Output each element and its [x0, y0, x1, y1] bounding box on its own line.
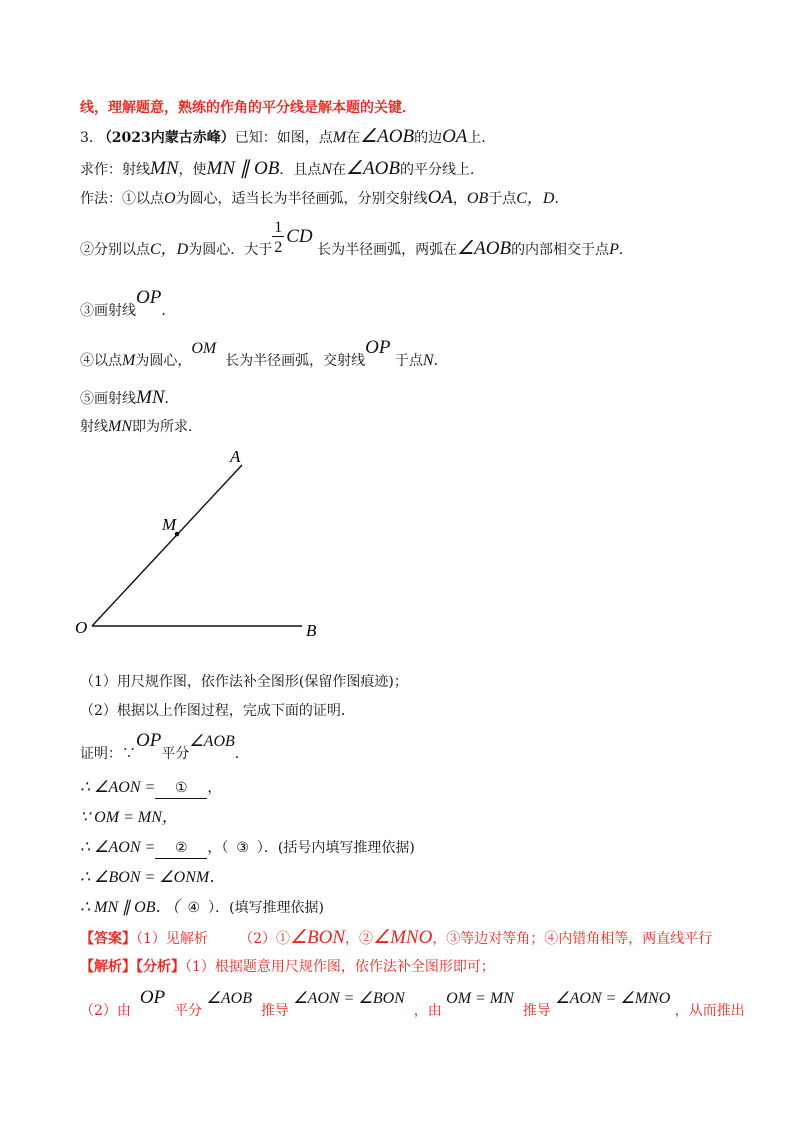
- math: MN: [150, 158, 179, 179]
- result-line: [80, 417, 202, 437]
- math: O: [164, 190, 176, 207]
- text: 平分: [161, 746, 190, 762]
- blank-3[interactable]: ③: [236, 840, 249, 856]
- label-o: O: [75, 618, 88, 637]
- math: C，D: [150, 241, 189, 258]
- text: 的边: [414, 130, 443, 146]
- text: 推导: [522, 1003, 551, 1019]
- text: ，使: [178, 162, 207, 178]
- problem-construct: [80, 159, 484, 180]
- text: ④以点: [80, 353, 122, 369]
- label-a: A: [230, 447, 241, 466]
- text: ，③等边对等角；④内错角相等，两直线平行: [432, 931, 713, 947]
- method-step-2: [80, 219, 633, 260]
- text: ．: [554, 191, 569, 207]
- math: OM = MN: [446, 990, 514, 1007]
- text: 的内部相交于点: [511, 242, 610, 258]
- math: M: [332, 129, 347, 146]
- problem-known: [80, 127, 495, 148]
- text: 为圆心．大于: [188, 242, 273, 258]
- math: OP: [139, 987, 166, 1008]
- text: 上．: [467, 130, 496, 146]
- blank-1[interactable]: ①: [155, 778, 207, 799]
- fraction-half: [272, 219, 286, 258]
- text: 的平分线上．: [399, 162, 484, 178]
- analysis-line-1: [80, 957, 495, 977]
- text: 求作：射线: [80, 162, 150, 178]
- math: OP: [365, 337, 391, 358]
- text: ．: [164, 391, 179, 407]
- method-step-3: [80, 287, 176, 321]
- math: ∴ MN ∥ OB．（: [80, 899, 180, 916]
- text: 作法：①以点: [80, 191, 164, 207]
- text: 长为半径画弧，交射线: [225, 353, 366, 369]
- question-2: （2）根据以上作图过程，完成下面的证明．: [80, 703, 355, 719]
- proof-line-3: [80, 808, 178, 828]
- math: MN ∥ OB: [206, 158, 280, 179]
- math: OP: [136, 287, 162, 308]
- text: 推导: [260, 1003, 289, 1019]
- math: ∠AOB: [360, 126, 415, 147]
- math: CD: [286, 226, 313, 247]
- math: MN: [136, 387, 165, 408]
- text: ⑤画射线: [80, 391, 136, 407]
- analysis-line-2: [80, 987, 745, 1021]
- math: OA: [427, 187, 453, 208]
- text: （2）①: [239, 931, 290, 947]
- math: ∠AOB: [206, 990, 252, 1007]
- text: 平分: [174, 1003, 203, 1019]
- text: ．: [433, 353, 448, 369]
- math: P: [609, 241, 619, 258]
- math: N: [422, 352, 434, 369]
- text: ，（: [207, 840, 229, 856]
- math: N: [321, 161, 332, 178]
- text: （2）由: [80, 1003, 131, 1019]
- math: OP: [136, 730, 162, 751]
- text: ．且点: [279, 162, 322, 178]
- math: ∠AON = ∠MNO: [555, 990, 671, 1007]
- text: ②分别以点: [80, 242, 150, 258]
- text: ③画射线: [80, 303, 136, 319]
- text: 射线: [80, 419, 108, 435]
- math: M: [122, 352, 136, 369]
- text: 即为所求．: [132, 419, 202, 435]
- text: ，: [452, 191, 467, 207]
- math: ∠AOB: [457, 238, 512, 259]
- angle-figure: [70, 440, 350, 645]
- text: （1）见解析: [136, 931, 208, 947]
- proof-line-5: [80, 868, 225, 888]
- math: ∠BON: [290, 927, 346, 948]
- text: 在: [346, 130, 361, 146]
- math: ∠AON = ∠BON: [293, 990, 405, 1007]
- math: C，D: [516, 190, 555, 207]
- answer-line: [80, 928, 712, 949]
- text: ）．(括号内填写推理依据): [256, 840, 415, 856]
- text: ，从而推出: [674, 1003, 745, 1019]
- math: ∠AOB: [189, 733, 235, 750]
- text: 证明：∵: [80, 746, 136, 762]
- math: MN: [108, 418, 132, 435]
- text: 为圆心，: [135, 353, 192, 369]
- proof-line-4: [80, 838, 415, 859]
- math: OA: [442, 126, 468, 147]
- math: ∴ ∠BON = ∠ONM．: [80, 869, 226, 886]
- math: ∴ ∠AON =: [80, 839, 156, 856]
- label-b: B: [306, 621, 317, 640]
- frac-num: 1: [274, 219, 283, 236]
- math: OM: [191, 340, 217, 357]
- text: ，: [207, 780, 222, 796]
- label-m: M: [162, 515, 177, 534]
- text: ．: [161, 303, 176, 319]
- math: ∵ OM = MN，: [80, 809, 178, 826]
- text: 于点: [488, 191, 517, 207]
- blank-2[interactable]: ②: [155, 838, 207, 859]
- proof-line-1: [80, 730, 249, 764]
- answer-label: 【答案】: [80, 931, 136, 947]
- blank-4[interactable]: ④: [187, 900, 201, 916]
- text: 为圆心，适当长为半径画弧，分别交射线: [175, 191, 428, 207]
- math: OB: [466, 190, 489, 207]
- text: 长为半径画弧，两弧在: [317, 242, 458, 258]
- proof-line-2: [80, 778, 221, 799]
- text: ，②: [345, 931, 374, 947]
- question-1: （1）用尺规作图，依作法补全图形(保留作图痕迹)；: [80, 674, 408, 690]
- math: ∠AOB: [346, 158, 400, 179]
- frac-bar: [272, 236, 284, 237]
- intro-line: 线，理解题意，熟练的作角的平分线是解本题的关键．: [80, 100, 416, 116]
- analysis-label: 【解析】【分析】: [80, 959, 185, 975]
- text: 于点: [394, 353, 423, 369]
- method-step-4: [80, 337, 448, 371]
- text: （1）根据题意用尺规作图，依作法补全图形即可；: [185, 959, 495, 975]
- math: ∠MNO: [373, 927, 433, 948]
- ray-oa: [92, 465, 242, 626]
- problem-source: （2023内蒙古赤峰）: [97, 130, 235, 146]
- frac-den: 2: [274, 239, 283, 256]
- text: 在: [332, 162, 346, 178]
- text: ．: [234, 746, 249, 762]
- text: ）．(填写推理依据): [208, 900, 325, 916]
- text: 已知：如图，点: [234, 130, 333, 146]
- problem-number: 3.: [80, 130, 94, 146]
- text: ，由: [413, 1003, 442, 1019]
- method-step-1: [80, 188, 568, 209]
- math: ∴ ∠AON =: [80, 779, 156, 796]
- text: ．: [618, 242, 633, 258]
- proof-line-6: [80, 898, 324, 918]
- method-step-5: [80, 388, 179, 409]
